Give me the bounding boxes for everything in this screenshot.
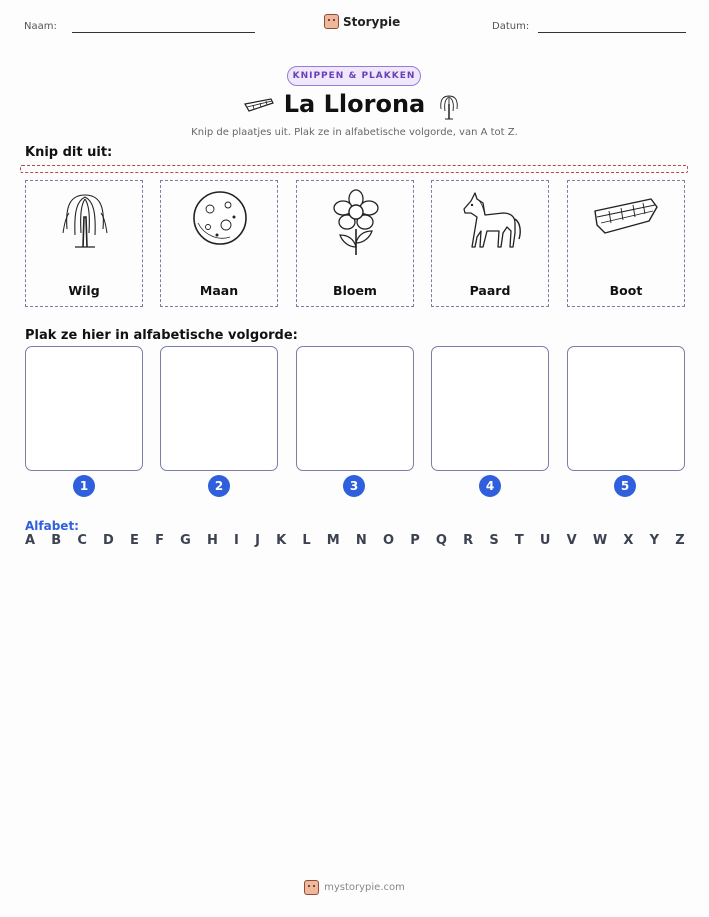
willow-tree-icon	[55, 189, 115, 249]
footer	[0, 880, 709, 895]
alphabet-letter: Z	[675, 533, 685, 548]
paste-box-1[interactable]	[25, 346, 143, 471]
number-badge-4: 4	[479, 475, 501, 497]
cut-line	[20, 165, 688, 173]
brand-logo	[324, 14, 400, 29]
alphabet-letter: T	[514, 533, 524, 548]
cut-card-maan[interactable]	[160, 180, 278, 307]
cut-card-label: Maan	[199, 283, 239, 298]
number-badge-1: 1	[73, 475, 95, 497]
alphabet-letter: R	[463, 533, 474, 548]
alphabet-letter: M	[326, 533, 340, 548]
cut-card-label: Paard	[469, 283, 511, 298]
willow-tree-icon	[436, 92, 462, 120]
page-title: La Llorona	[283, 90, 426, 118]
alphabet-letter: F	[155, 533, 164, 548]
number-badge-2: 2	[208, 475, 230, 497]
alphabet-letter: J	[255, 533, 260, 548]
flower-icon	[326, 189, 386, 259]
cut-card-bloem[interactable]	[296, 180, 414, 307]
storypie-mascot-icon	[304, 880, 319, 895]
alphabet-letter: A	[25, 533, 36, 548]
cut-card-label: Boot	[609, 283, 643, 298]
alphabet-row	[25, 533, 685, 548]
alphabet-letter: U	[539, 533, 551, 548]
alphabet-letter: X	[623, 533, 634, 548]
date-label: Datum:	[492, 21, 530, 32]
boat-icon	[593, 193, 659, 243]
alphabet-letter: Y	[649, 533, 660, 548]
alphabet-letter: P	[410, 533, 420, 548]
brand-name: Storypie	[343, 14, 401, 29]
alphabet-letter: G	[180, 533, 191, 548]
storypie-mascot-icon	[324, 14, 339, 29]
alphabet-letter: C	[77, 533, 87, 548]
alphabet-letter: V	[566, 533, 577, 548]
alphabet-letter: L	[302, 533, 311, 548]
alphabet-letter: H	[206, 533, 218, 548]
moon-icon	[190, 189, 250, 249]
alphabet-letter: B	[51, 533, 62, 548]
instructions: Knip de plaatjes uit. Plak ze in alfabetische volgorde, van A tot Z.	[191, 127, 518, 138]
number-badge-5: 5	[614, 475, 636, 497]
name-label: Naam:	[24, 21, 57, 32]
alphabet-letter: N	[355, 533, 367, 548]
alphabet-letter: O	[382, 533, 395, 548]
cut-heading: Knip dit uit:	[25, 145, 113, 160]
name-field[interactable]	[72, 32, 255, 33]
alphabet-letter: W	[592, 533, 608, 548]
cut-card-wilg[interactable]	[25, 180, 143, 307]
alphabet-letter: K	[276, 533, 287, 548]
paste-heading: Plak ze hier in alfabetische volgorde:	[25, 328, 298, 343]
number-badge-3: 3	[343, 475, 365, 497]
alphabet-letter: E	[130, 533, 139, 548]
cut-card-boot[interactable]	[567, 180, 685, 307]
activity-badge: KNIPPEN & PLAKKEN	[287, 66, 421, 86]
paste-box-2[interactable]	[160, 346, 278, 471]
date-field[interactable]	[538, 32, 686, 33]
cut-card-paard[interactable]	[431, 180, 549, 307]
horse-icon	[461, 189, 523, 251]
alphabet-letter: S	[489, 533, 499, 548]
paste-box-3[interactable]	[296, 346, 414, 471]
alphabet-title: Alfabet:	[25, 519, 79, 533]
cut-card-label: Wilg	[68, 283, 100, 298]
cut-card-label: Bloem	[333, 283, 377, 298]
paste-box-5[interactable]	[567, 346, 685, 471]
alphabet-letter: Q	[435, 533, 447, 548]
alphabet-letter: I	[234, 533, 239, 548]
paste-box-4[interactable]	[431, 346, 549, 471]
alphabet-letter: D	[103, 533, 114, 548]
footer-url[interactable]: mystorypie.com	[324, 882, 405, 893]
